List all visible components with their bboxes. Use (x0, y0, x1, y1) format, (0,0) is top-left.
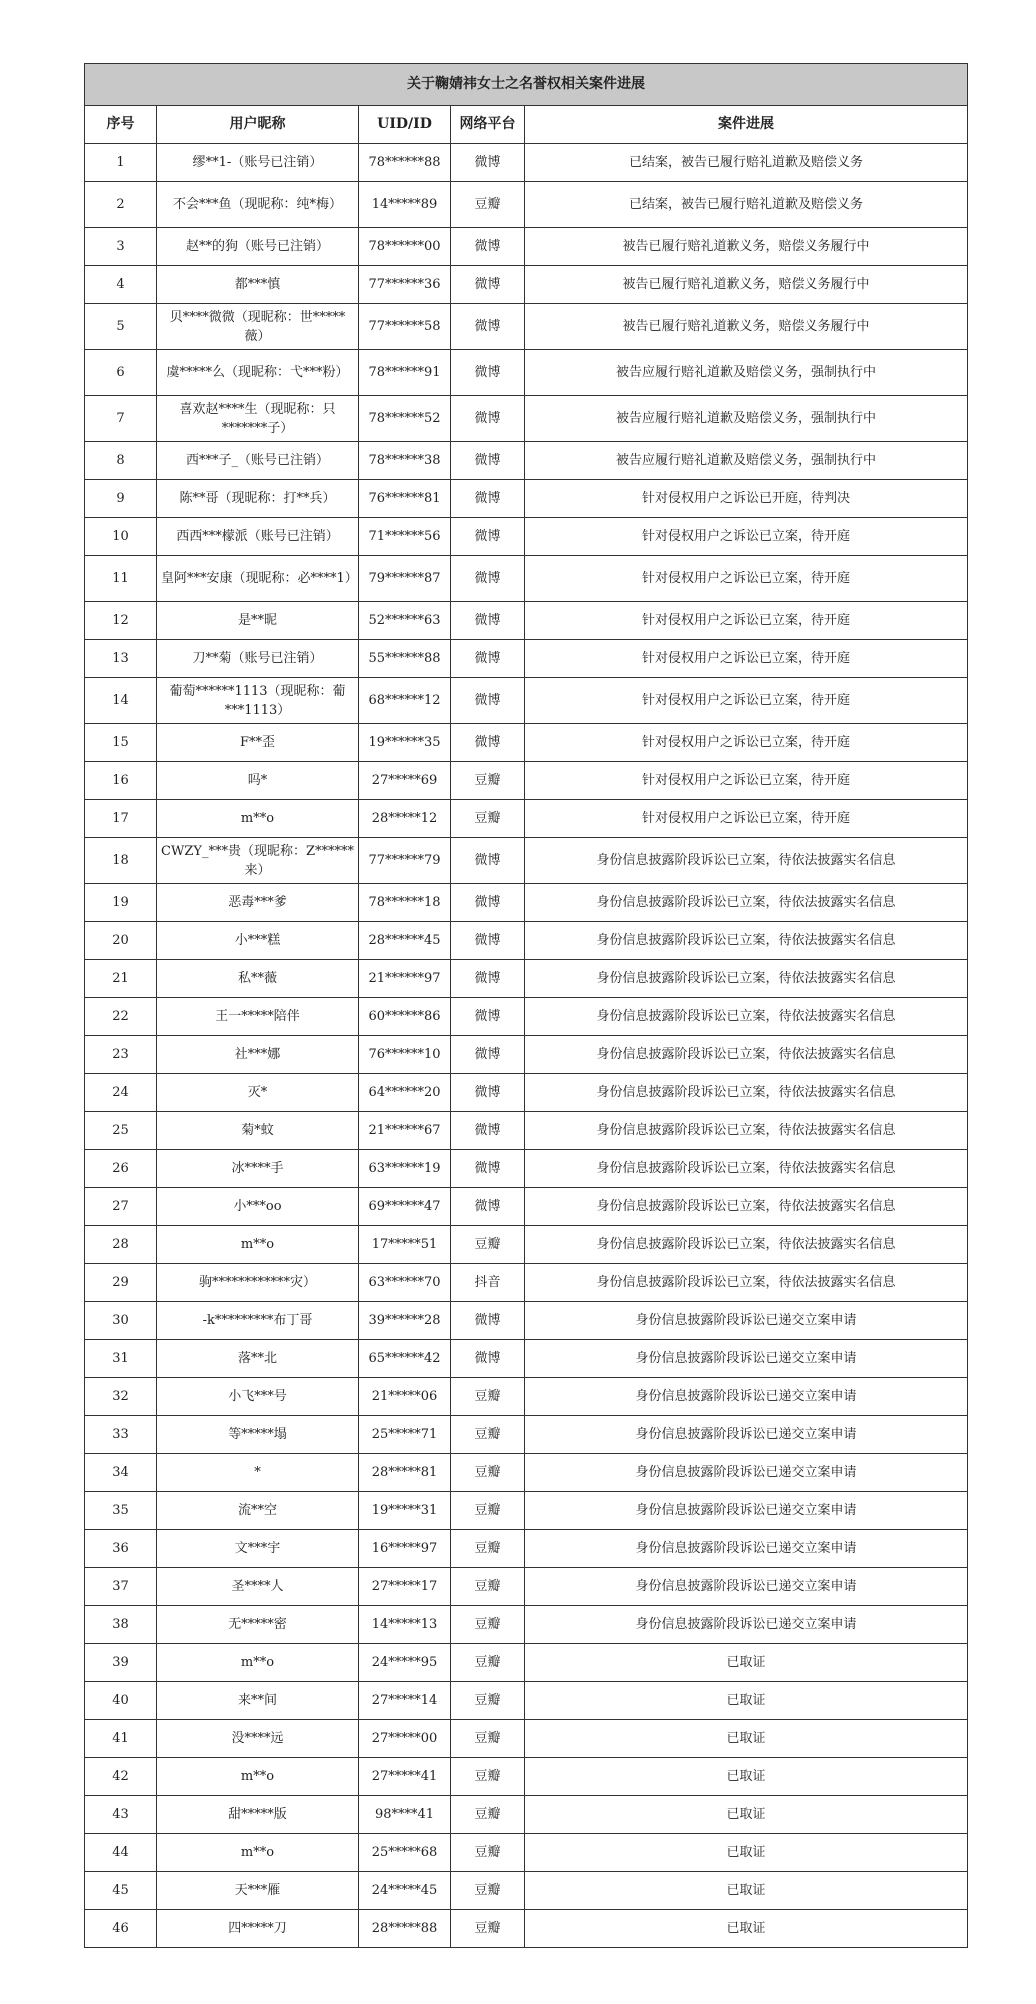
table-row (85, 518, 968, 556)
table-row (85, 182, 968, 228)
cell-nickname: m**o (157, 800, 359, 838)
cell-index: 39 (85, 1644, 157, 1682)
cell-nickname: m**o (157, 1226, 359, 1264)
cell-progress: 被告应履行赔礼道歉及赔偿义务，强制执行中 (525, 350, 968, 396)
cell-progress: 身份信息披露阶段诉讼已递交立案申请 (525, 1340, 968, 1378)
cell-platform: 豆瓣 (451, 1226, 525, 1264)
cell-progress: 身份信息披露阶段诉讼已立案，待依法披露实名信息 (525, 1112, 968, 1150)
cell-nickname: 菊*蚊 (157, 1112, 359, 1150)
table-row (85, 884, 968, 922)
table-row (85, 602, 968, 640)
cell-index: 10 (85, 518, 157, 556)
cell-index: 41 (85, 1720, 157, 1758)
cell-progress: 针对侵权用户之诉讼已立案，待开庭 (525, 602, 968, 640)
cell-index: 44 (85, 1834, 157, 1872)
cell-platform: 豆瓣 (451, 1492, 525, 1530)
cell-uid: 98****41 (359, 1796, 451, 1834)
cell-progress: 针对侵权用户之诉讼已开庭，待判决 (525, 480, 968, 518)
cell-platform: 微博 (451, 1302, 525, 1340)
cell-platform: 豆瓣 (451, 1378, 525, 1416)
cell-platform: 豆瓣 (451, 1682, 525, 1720)
table-row (85, 1150, 968, 1188)
cell-uid: 39******28 (359, 1302, 451, 1340)
table-row (85, 1264, 968, 1302)
cell-progress: 针对侵权用户之诉讼已立案，待开庭 (525, 800, 968, 838)
cell-uid: 28*****12 (359, 800, 451, 838)
cell-platform: 微博 (451, 838, 525, 884)
cell-index: 7 (85, 396, 157, 442)
cell-nickname: 天***雁 (157, 1872, 359, 1910)
cell-nickname: 贝****微微（现昵称：世*****薇） (157, 304, 359, 350)
table-row (85, 1682, 968, 1720)
cell-index: 9 (85, 480, 157, 518)
cell-platform: 微博 (451, 998, 525, 1036)
cell-uid: 63******19 (359, 1150, 451, 1188)
table-row (85, 556, 968, 602)
cell-uid: 19*****31 (359, 1492, 451, 1530)
cell-index: 46 (85, 1910, 157, 1948)
cell-progress: 被告应履行赔礼道歉及赔偿义务，强制执行中 (525, 396, 968, 442)
cell-platform: 豆瓣 (451, 1872, 525, 1910)
cell-uid: 28*****81 (359, 1454, 451, 1492)
table-row (85, 1796, 968, 1834)
cell-progress: 身份信息披露阶段诉讼已立案，待依法披露实名信息 (525, 1150, 968, 1188)
cell-index: 36 (85, 1530, 157, 1568)
cell-uid: 68******12 (359, 678, 451, 724)
cell-index: 5 (85, 304, 157, 350)
cell-platform: 豆瓣 (451, 762, 525, 800)
cell-uid: 27*****00 (359, 1720, 451, 1758)
table-row (85, 1416, 968, 1454)
cell-uid: 77******36 (359, 266, 451, 304)
cell-nickname: 小***oo (157, 1188, 359, 1226)
cell-index: 20 (85, 922, 157, 960)
table-row (85, 1644, 968, 1682)
cell-platform: 微博 (451, 144, 525, 182)
table-row (85, 1036, 968, 1074)
cell-index: 23 (85, 1036, 157, 1074)
cell-platform: 豆瓣 (451, 1910, 525, 1948)
cell-platform: 微博 (451, 480, 525, 518)
cell-progress: 身份信息披露阶段诉讼已立案，待依法披露实名信息 (525, 884, 968, 922)
cell-index: 8 (85, 442, 157, 480)
cell-platform: 微博 (451, 1112, 525, 1150)
table-row (85, 800, 968, 838)
cell-nickname: 是**昵 (157, 602, 359, 640)
cell-nickname: m**o (157, 1834, 359, 1872)
table-row (85, 1378, 968, 1416)
cell-platform: 豆瓣 (451, 1606, 525, 1644)
cell-uid: 19******35 (359, 724, 451, 762)
cell-nickname: 等*****塌 (157, 1416, 359, 1454)
table-row (85, 838, 968, 884)
case-progress-table (84, 63, 968, 1948)
cell-index: 33 (85, 1416, 157, 1454)
table-row (85, 1834, 968, 1872)
table-row (85, 998, 968, 1036)
table-row (85, 144, 968, 182)
cell-nickname: 没****远 (157, 1720, 359, 1758)
cell-nickname: 驹************灾） (157, 1264, 359, 1302)
cell-progress: 被告应履行赔礼道歉及赔偿义务，强制执行中 (525, 442, 968, 480)
cell-progress: 已取证 (525, 1796, 968, 1834)
cell-progress: 身份信息披露阶段诉讼已立案，待依法披露实名信息 (525, 1188, 968, 1226)
cell-progress: 身份信息披露阶段诉讼已立案，待依法披露实名信息 (525, 1036, 968, 1074)
table-row (85, 1302, 968, 1340)
cell-uid: 24*****95 (359, 1644, 451, 1682)
header-nickname: 用户昵称 (157, 106, 359, 144)
cell-index: 34 (85, 1454, 157, 1492)
cell-index: 35 (85, 1492, 157, 1530)
table-row (85, 1606, 968, 1644)
header-uid: UID/ID (359, 106, 451, 144)
cell-platform: 豆瓣 (451, 1530, 525, 1568)
cell-index: 13 (85, 640, 157, 678)
cell-platform: 微博 (451, 518, 525, 556)
table-row (85, 1454, 968, 1492)
cell-platform: 微博 (451, 442, 525, 480)
cell-nickname: 刀**菊（账号已注销） (157, 640, 359, 678)
cell-nickname: -k*********布丁哥 (157, 1302, 359, 1340)
cell-uid: 28******45 (359, 922, 451, 960)
cell-progress: 针对侵权用户之诉讼已立案，待开庭 (525, 640, 968, 678)
cell-nickname: 甜*****版 (157, 1796, 359, 1834)
cell-uid: 78******00 (359, 228, 451, 266)
cell-uid: 63******70 (359, 1264, 451, 1302)
cell-nickname: 缪**1-（账号已注销） (157, 144, 359, 182)
cell-uid: 24*****45 (359, 1872, 451, 1910)
table-row (85, 1226, 968, 1264)
cell-platform: 微博 (451, 266, 525, 304)
table-row (85, 762, 968, 800)
cell-platform: 抖音 (451, 1264, 525, 1302)
header-progress: 案件进展 (525, 106, 968, 144)
cell-platform: 微博 (451, 724, 525, 762)
cell-index: 14 (85, 678, 157, 724)
cell-platform: 微博 (451, 350, 525, 396)
cell-progress: 已取证 (525, 1872, 968, 1910)
cell-progress: 身份信息披露阶段诉讼已立案，待依法披露实名信息 (525, 922, 968, 960)
cell-index: 2 (85, 182, 157, 228)
cell-platform: 微博 (451, 960, 525, 998)
cell-progress: 已取证 (525, 1682, 968, 1720)
table-row (85, 304, 968, 350)
cell-uid: 79******87 (359, 556, 451, 602)
table-row (85, 724, 968, 762)
table-row (85, 1720, 968, 1758)
cell-uid: 55******88 (359, 640, 451, 678)
table-row (85, 1530, 968, 1568)
cell-nickname: 恶毒***爹 (157, 884, 359, 922)
cell-nickname: 虞*****么（现昵称：弋***粉） (157, 350, 359, 396)
cell-uid: 78******18 (359, 884, 451, 922)
table-row (85, 1188, 968, 1226)
cell-uid: 76******81 (359, 480, 451, 518)
cell-platform: 微博 (451, 884, 525, 922)
cell-index: 25 (85, 1112, 157, 1150)
cell-platform: 豆瓣 (451, 1416, 525, 1454)
cell-progress: 针对侵权用户之诉讼已立案，待开庭 (525, 762, 968, 800)
cell-index: 28 (85, 1226, 157, 1264)
table-row (85, 396, 968, 442)
cell-nickname: 社***娜 (157, 1036, 359, 1074)
cell-nickname: 王一*****陪伴 (157, 998, 359, 1036)
cell-uid: 21******97 (359, 960, 451, 998)
cell-platform: 微博 (451, 1340, 525, 1378)
cell-uid: 21******67 (359, 1112, 451, 1150)
cell-platform: 微博 (451, 922, 525, 960)
table-row (85, 922, 968, 960)
cell-nickname: m**o (157, 1758, 359, 1796)
cell-platform: 豆瓣 (451, 182, 525, 228)
cell-index: 37 (85, 1568, 157, 1606)
cell-platform: 豆瓣 (451, 1568, 525, 1606)
cell-uid: 77******58 (359, 304, 451, 350)
table-row (85, 1340, 968, 1378)
cell-progress: 被告已履行赔礼道歉义务，赔偿义务履行中 (525, 304, 968, 350)
cell-nickname: 吗* (157, 762, 359, 800)
cell-index: 38 (85, 1606, 157, 1644)
cell-uid: 14*****89 (359, 182, 451, 228)
cell-uid: 17*****51 (359, 1226, 451, 1264)
table-row (85, 1910, 968, 1948)
cell-platform: 豆瓣 (451, 1454, 525, 1492)
cell-uid: 14*****13 (359, 1606, 451, 1644)
cell-nickname: 葡萄******1113（现昵称：葡***1113） (157, 678, 359, 724)
cell-uid: 71******56 (359, 518, 451, 556)
cell-platform: 微博 (451, 1188, 525, 1226)
table-row (85, 640, 968, 678)
cell-uid: 76******10 (359, 1036, 451, 1074)
cell-progress: 身份信息披露阶段诉讼已立案，待依法披露实名信息 (525, 838, 968, 884)
table-row (85, 960, 968, 998)
cell-index: 45 (85, 1872, 157, 1910)
cell-index: 4 (85, 266, 157, 304)
cell-index: 32 (85, 1378, 157, 1416)
header-platform: 网络平台 (451, 106, 525, 144)
cell-index: 31 (85, 1340, 157, 1378)
cell-nickname: 西***子_（账号已注销） (157, 442, 359, 480)
table-title: 关于鞠婧祎女士之名誉权相关案件进展 (85, 64, 968, 106)
cell-index: 40 (85, 1682, 157, 1720)
cell-progress: 被告已履行赔礼道歉义务，赔偿义务履行中 (525, 266, 968, 304)
cell-nickname: 陈**哥（现昵称：打**兵） (157, 480, 359, 518)
cell-platform: 微博 (451, 602, 525, 640)
cell-uid: 64******20 (359, 1074, 451, 1112)
cell-platform: 微博 (451, 1036, 525, 1074)
cell-index: 6 (85, 350, 157, 396)
cell-index: 19 (85, 884, 157, 922)
cell-index: 17 (85, 800, 157, 838)
cell-progress: 身份信息披露阶段诉讼已递交立案申请 (525, 1378, 968, 1416)
cell-index: 22 (85, 998, 157, 1036)
cell-progress: 身份信息披露阶段诉讼已立案，待依法披露实名信息 (525, 960, 968, 998)
cell-nickname: 灭* (157, 1074, 359, 1112)
cell-nickname: 冰****手 (157, 1150, 359, 1188)
cell-index: 15 (85, 724, 157, 762)
cell-progress: 已结案，被告已履行赔礼道歉及赔偿义务 (525, 182, 968, 228)
cell-platform: 微博 (451, 396, 525, 442)
table-row (85, 1112, 968, 1150)
cell-uid: 27*****17 (359, 1568, 451, 1606)
cell-progress: 针对侵权用户之诉讼已立案，待开庭 (525, 678, 968, 724)
table-row (85, 1872, 968, 1910)
table-row (85, 1568, 968, 1606)
cell-progress: 针对侵权用户之诉讼已立案，待开庭 (525, 724, 968, 762)
cell-nickname: * (157, 1454, 359, 1492)
cell-nickname: 来**间 (157, 1682, 359, 1720)
cell-progress: 身份信息披露阶段诉讼已递交立案申请 (525, 1302, 968, 1340)
cell-nickname: 都***慎 (157, 266, 359, 304)
cell-nickname: 落**北 (157, 1340, 359, 1378)
cell-uid: 28*****88 (359, 1910, 451, 1948)
cell-nickname: 不会***鱼（现昵称：纯*梅） (157, 182, 359, 228)
cell-index: 27 (85, 1188, 157, 1226)
cell-progress: 身份信息披露阶段诉讼已递交立案申请 (525, 1454, 968, 1492)
cell-progress: 身份信息披露阶段诉讼已立案，待依法披露实名信息 (525, 998, 968, 1036)
cell-index: 24 (85, 1074, 157, 1112)
cell-nickname: 西西***檬派（账号已注销） (157, 518, 359, 556)
cell-uid: 27*****41 (359, 1758, 451, 1796)
cell-index: 29 (85, 1264, 157, 1302)
cell-progress: 身份信息披露阶段诉讼已立案，待依法披露实名信息 (525, 1074, 968, 1112)
cell-uid: 25*****68 (359, 1834, 451, 1872)
cell-progress: 已取证 (525, 1910, 968, 1948)
cell-progress: 针对侵权用户之诉讼已立案，待开庭 (525, 556, 968, 602)
table-row (85, 442, 968, 480)
cell-uid: 78******52 (359, 396, 451, 442)
cell-nickname: 圣****人 (157, 1568, 359, 1606)
cell-nickname: 文***宇 (157, 1530, 359, 1568)
cell-platform: 豆瓣 (451, 800, 525, 838)
cell-nickname: 小飞***号 (157, 1378, 359, 1416)
cell-uid: 27*****69 (359, 762, 451, 800)
cell-platform: 微博 (451, 1150, 525, 1188)
cell-nickname: 无*****密 (157, 1606, 359, 1644)
cell-nickname: 皇阿***安康（现昵称：必****1） (157, 556, 359, 602)
cell-platform: 豆瓣 (451, 1720, 525, 1758)
cell-progress: 身份信息披露阶段诉讼已递交立案申请 (525, 1568, 968, 1606)
cell-index: 11 (85, 556, 157, 602)
cell-progress: 身份信息披露阶段诉讼已立案，待依法披露实名信息 (525, 1226, 968, 1264)
cell-progress: 已取证 (525, 1720, 968, 1758)
table-row (85, 1492, 968, 1530)
cell-platform: 豆瓣 (451, 1796, 525, 1834)
cell-uid: 78******91 (359, 350, 451, 396)
cell-nickname: 赵**的狗（账号已注销） (157, 228, 359, 266)
cell-nickname: 私**薇 (157, 960, 359, 998)
cell-platform: 豆瓣 (451, 1834, 525, 1872)
table-row (85, 228, 968, 266)
cell-progress: 已取证 (525, 1644, 968, 1682)
cell-uid: 16*****97 (359, 1530, 451, 1568)
cell-platform: 微博 (451, 304, 525, 350)
cell-progress: 已取证 (525, 1758, 968, 1796)
cell-uid: 69******47 (359, 1188, 451, 1226)
table-row (85, 1758, 968, 1796)
cell-progress: 身份信息披露阶段诉讼已递交立案申请 (525, 1416, 968, 1454)
cell-uid: 60******86 (359, 998, 451, 1036)
cell-platform: 微博 (451, 228, 525, 266)
cell-uid: 52******63 (359, 602, 451, 640)
cell-uid: 27*****14 (359, 1682, 451, 1720)
cell-platform: 微博 (451, 678, 525, 724)
table-row (85, 678, 968, 724)
cell-progress: 被告已履行赔礼道歉义务，赔偿义务履行中 (525, 228, 968, 266)
cell-index: 16 (85, 762, 157, 800)
cell-uid: 78******88 (359, 144, 451, 182)
table-body (85, 144, 968, 1948)
cell-uid: 21*****06 (359, 1378, 451, 1416)
cell-index: 21 (85, 960, 157, 998)
cell-progress: 身份信息披露阶段诉讼已递交立案申请 (525, 1530, 968, 1568)
cell-nickname: m**o (157, 1644, 359, 1682)
table-row (85, 1074, 968, 1112)
cell-nickname: 喜欢赵****生（现昵称：只*******子） (157, 396, 359, 442)
cell-progress: 已结案，被告已履行赔礼道歉及赔偿义务 (525, 144, 968, 182)
cell-index: 12 (85, 602, 157, 640)
cell-progress: 身份信息披露阶段诉讼已递交立案申请 (525, 1606, 968, 1644)
cell-nickname: F**歪 (157, 724, 359, 762)
cell-uid: 78******38 (359, 442, 451, 480)
cell-platform: 豆瓣 (451, 1758, 525, 1796)
cell-platform: 微博 (451, 640, 525, 678)
table-row (85, 350, 968, 396)
cell-platform: 微博 (451, 1074, 525, 1112)
cell-uid: 25*****71 (359, 1416, 451, 1454)
cell-nickname: 流**空 (157, 1492, 359, 1530)
cell-nickname: 小***糕 (157, 922, 359, 960)
table-row (85, 480, 968, 518)
cell-index: 26 (85, 1150, 157, 1188)
cell-platform: 豆瓣 (451, 1644, 525, 1682)
cell-progress: 身份信息披露阶段诉讼已递交立案申请 (525, 1492, 968, 1530)
header-index: 序号 (85, 106, 157, 144)
cell-platform: 微博 (451, 556, 525, 602)
cell-index: 1 (85, 144, 157, 182)
cell-progress: 已取证 (525, 1834, 968, 1872)
cell-nickname: CWZY_***贵（现昵称：Z******来） (157, 838, 359, 884)
table-row (85, 266, 968, 304)
cell-index: 43 (85, 1796, 157, 1834)
cell-index: 18 (85, 838, 157, 884)
cell-index: 30 (85, 1302, 157, 1340)
cell-progress: 身份信息披露阶段诉讼已立案，待依法披露实名信息 (525, 1264, 968, 1302)
cell-uid: 65******42 (359, 1340, 451, 1378)
cell-index: 42 (85, 1758, 157, 1796)
cell-nickname: 四*****刀 (157, 1910, 359, 1948)
cell-index: 3 (85, 228, 157, 266)
cell-progress: 针对侵权用户之诉讼已立案，待开庭 (525, 518, 968, 556)
cell-uid: 77******79 (359, 838, 451, 884)
